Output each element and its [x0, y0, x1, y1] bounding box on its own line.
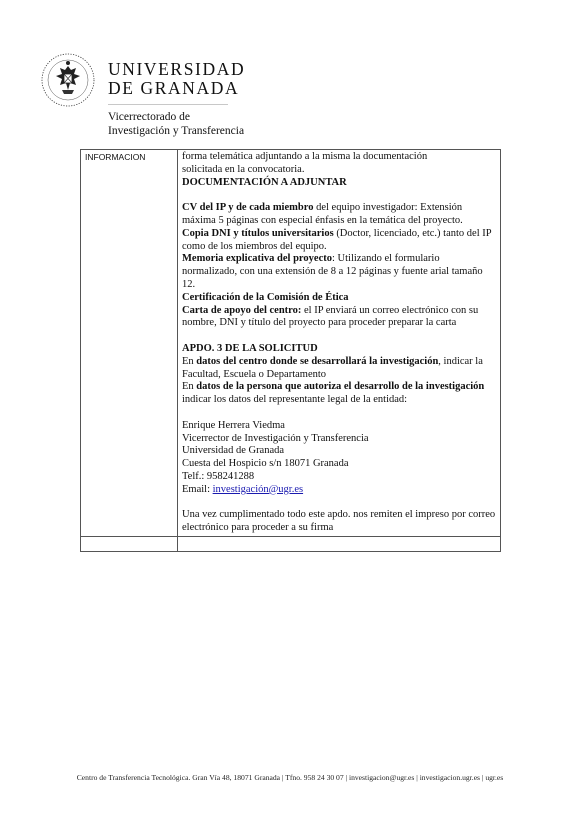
vicerrectorado-line2: Investigación y Transferencia [108, 124, 245, 137]
centro-prefix: En [182, 355, 197, 367]
intro-line2: solicitada en la convocatoria. [182, 163, 305, 175]
vicerrectorado-line1: Vicerrectorado de [108, 111, 190, 123]
table-row-empty [81, 536, 501, 551]
documentation-heading: DOCUMENTACIÓN A ADJUNTAR [182, 176, 347, 188]
contact-name: Enrique Herrera Viedma [182, 419, 285, 431]
closing-text: Una vez cumplimentado todo este apdo. nos remiten el impreso por correo electrónico para proceder a su firma [182, 509, 496, 534]
centro-label: datos del centro donde se desarrollará la investigación [196, 355, 439, 367]
contact-institution: Universidad de Granada [182, 445, 285, 457]
row-label: INFORMACION [81, 150, 178, 537]
dni-text: (Doctor, licenciado, etc.) tanto del IP como de los miembros del equipo. [182, 227, 492, 252]
row-content [178, 150, 501, 537]
carta-item [182, 305, 496, 331]
persona-label: datos de la persona que autoriza el desarrollo de la investigación [196, 381, 485, 393]
empty-label-cell [81, 536, 178, 551]
persona-text: indicar los datos del representante legal de la entidad: [182, 394, 408, 406]
apdo-heading: APDO. 3 DE LA SOLICITUD [182, 342, 318, 354]
contact-address: Cuesta del Hospicio s/n 18071 Granada [182, 458, 349, 470]
memoria-label: Memoria explicativa del proyecto [182, 253, 332, 265]
table-row [81, 150, 501, 537]
persona-prefix: En [182, 381, 197, 393]
centro-item [182, 356, 496, 382]
dni-label: Copia DNI y títulos universitarios [182, 227, 334, 239]
email-link[interactable]: investigación@ugr.es [212, 483, 304, 495]
cv-item [182, 202, 496, 228]
persona-item [182, 381, 496, 407]
university-seal-icon [40, 52, 96, 108]
memoria-item [182, 253, 496, 291]
certificacion-label: Certificación de la Comisión de Ética [182, 291, 349, 303]
university-name-line2: DE GRANADA [108, 78, 240, 98]
university-name-line1: UNIVERSIDAD [108, 59, 246, 79]
contact-position: Vicerrector de Investigación y Transferencia [182, 432, 369, 444]
memoria-text: : Utilizando el formulario normalizado, con una extensión de 8 a 12 páginas y fuente arial tamaño 12. [182, 253, 483, 290]
empty-content-cell [178, 536, 501, 551]
centro-text: , indicar la Facultad, Escuela o Departamento [182, 355, 483, 380]
university-name [108, 60, 245, 98]
page-footer: Centro de Transferencia Tecnológica. Gran Vía 48, 18071 Granada | Tfno. 958 24 30 07 | investigacion@ugr.es | investigacion.ugr.es | ugr.es [76, 773, 504, 782]
cv-text: del equipo investigador: Extensión máxima 5 páginas con especial énfasis en la temática del proyecto. [182, 202, 463, 226]
contact-phone: Telf.: 958241288 [182, 470, 255, 482]
header-divider [108, 104, 228, 105]
dni-item [182, 228, 496, 254]
information-table [80, 149, 501, 552]
email-label: Email: [182, 483, 213, 495]
contact-email-line [182, 484, 496, 497]
carta-label: Carta de apoyo del centro: [182, 304, 302, 316]
vicerrectorado-title [108, 111, 244, 138]
carta-text: el IP enviará un correo electrónico con su nombre, DNI y título del proyecto para proceder preparar la carta [182, 304, 479, 329]
intro-line1: forma telemática adjuntando a la misma la documentación [182, 151, 428, 162]
cv-label: CV del IP y de cada miembro [182, 202, 314, 214]
